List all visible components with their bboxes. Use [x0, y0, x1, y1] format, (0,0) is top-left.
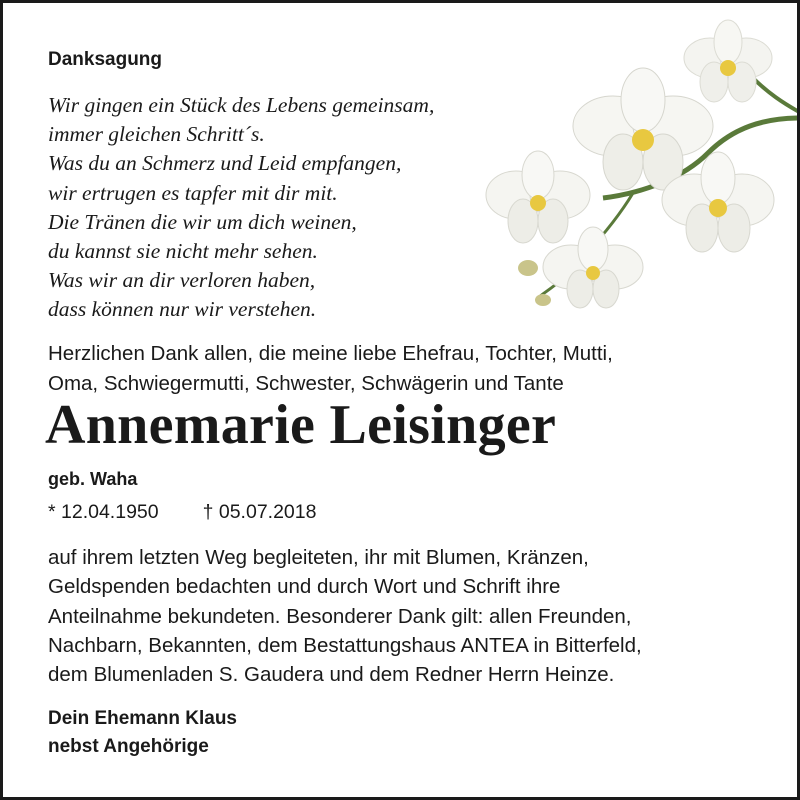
signature-line: Dein Ehemann Klaus — [48, 708, 237, 729]
signature-line: nebst Angehörige — [48, 736, 209, 757]
body-line: Geldspenden bedachten und durch Wort und Schrift ihre — [48, 575, 561, 599]
thanks-intro — [48, 339, 788, 398]
body-line: Anteilnahme bekundeten. Besonderer Dank gilt: allen Freunden, — [48, 604, 632, 628]
poem-line: Was du an Schmerz und Leid empfangen, — [48, 151, 402, 176]
thanks-line: Herzlichen Dank allen, die meine liebe Ehefrau, Tochter, Mutti, — [48, 342, 613, 365]
poem-line: Die Tränen die wir um dich weinen, — [48, 209, 357, 234]
deceased-name: Annemarie Leisinger — [45, 394, 557, 456]
poem-line: du kannst sie nicht mehr sehen. — [48, 239, 318, 264]
poem-line: immer gleichen Schritt´s. — [48, 122, 265, 147]
poem-line: Wir gingen ein Stück des Lebens gemeinsam, — [48, 93, 435, 117]
poem — [48, 91, 434, 325]
heading: Danksagung — [48, 49, 163, 70]
maiden-name: geb. Waha — [48, 469, 138, 489]
death-date: † 05.07.2018 — [202, 501, 317, 523]
poem-line: wir ertrugen es tapfer mit dir mit. — [48, 180, 338, 205]
life-dates — [48, 501, 316, 524]
birth-date: * 12.04.1950 — [48, 501, 159, 523]
thanks-line: Oma, Schwiegermutti, Schwester, Schwägerin und Tante — [48, 371, 564, 395]
orchid-image — [483, 18, 800, 318]
signature — [48, 705, 237, 761]
body-line: dem Blumenladen S. Gaudera und dem Redner Herrn Heinze. — [48, 663, 615, 687]
poem-line: Was wir an dir verloren haben, — [48, 268, 316, 293]
poem-line: dass können nur wir verstehen. — [48, 297, 317, 322]
body-line: auf ihrem letzten Weg begleiteten, ihr mit Blumen, Kränzen, — [48, 546, 589, 569]
body-line: Nachbarn, Bekannten, dem Bestattungshaus ANTEA in Bitterfeld, — [48, 633, 642, 657]
thanks-body — [48, 543, 642, 689]
